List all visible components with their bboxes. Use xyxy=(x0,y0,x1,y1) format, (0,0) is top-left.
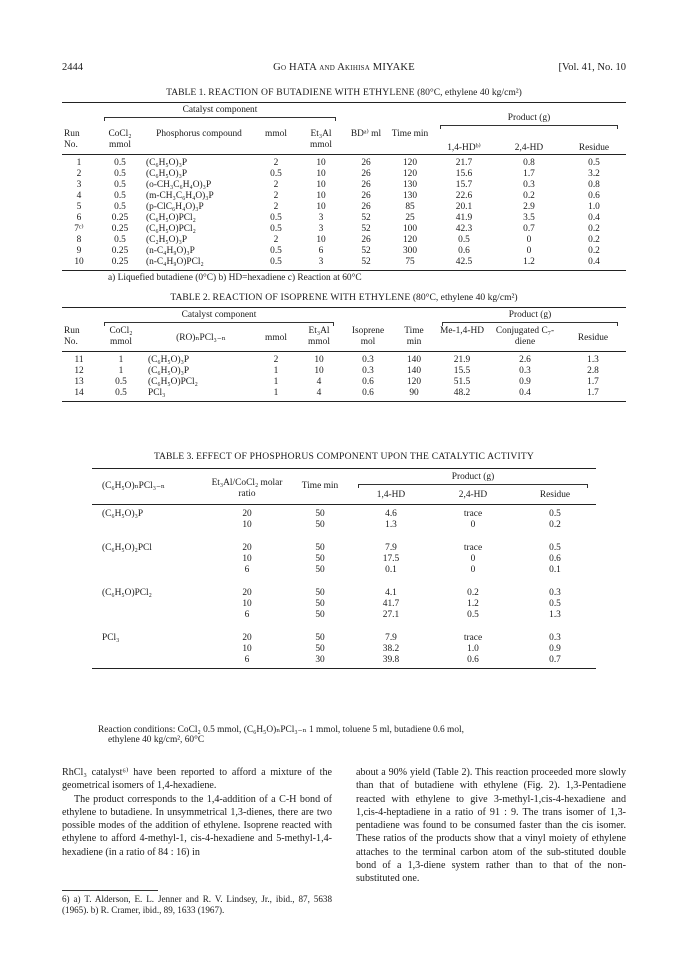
table3-cell-ratio: 6 xyxy=(244,565,250,575)
table1-title: REACTION OF BUTADIENE WITH ETHYLENE xyxy=(208,87,415,98)
table2-cell-isoprene: 0.6 xyxy=(362,377,374,387)
table2-col-et3al: Et₃Al mmol xyxy=(308,326,330,347)
table2-col-me14hd: Me-1,4-HD xyxy=(439,326,484,336)
table1 xyxy=(62,102,626,271)
table3-cell-ratio: 6 xyxy=(244,610,250,620)
table1-cell-et3al: 10 xyxy=(316,180,326,190)
table2-cell-isoprene: 0.3 xyxy=(362,366,374,376)
table1-cell-mmol: 2 xyxy=(273,180,279,190)
table1-cell-bd: 26 xyxy=(361,235,371,245)
running-header xyxy=(62,62,626,76)
table2-cell-mmol: 1 xyxy=(273,377,279,387)
table3-cell-time: 50 xyxy=(315,565,325,575)
table1-cell-time: 130 xyxy=(402,180,418,190)
table1-cell-24hd: 0.2 xyxy=(523,191,535,201)
table1-cell-14hd: 15.6 xyxy=(455,169,473,179)
table3-cell-time: 50 xyxy=(315,633,325,643)
table-row xyxy=(62,191,626,202)
table3-cell-24hd: 1.2 xyxy=(467,599,479,609)
table1-cell-cocl2: 0.25 xyxy=(111,246,129,256)
table1-col-time: Time min xyxy=(391,129,429,139)
table1-cell-cocl2: 0.25 xyxy=(111,257,129,267)
table2-caption xyxy=(62,292,626,303)
table2-col-ro-pcl: (RO)ₙPCl₃₋ₙ xyxy=(176,333,226,343)
table1-cell-residue: 0.2 xyxy=(588,224,600,234)
table-row xyxy=(92,610,596,621)
table1-col-phosphorus: Phosphorus compound xyxy=(156,129,242,139)
table1-cell-bd: 52 xyxy=(361,213,371,223)
table1-cell-24hd: 0 xyxy=(526,235,532,245)
table1-cell-14hd: 42.3 xyxy=(455,224,473,234)
table2-cell-residue: 2.8 xyxy=(587,366,599,376)
table3-cell-time: 50 xyxy=(315,509,325,519)
table1-cell-phosphorus: (C₆H₅O)₃P xyxy=(146,158,188,168)
table3-footnote-line2: ethylene 40 kg/cm², 60°C xyxy=(108,735,205,745)
table2-col-run: Run No. xyxy=(64,326,80,347)
table1-col-bd: BDᵃ⁾ ml xyxy=(350,129,382,139)
table1-cell-24hd: 0 xyxy=(526,246,532,256)
table1-col-residue: Residue xyxy=(578,143,610,153)
table3-cell-residue: 0.6 xyxy=(549,554,561,564)
table3-col-time: Time min xyxy=(301,481,339,491)
table-row xyxy=(92,599,596,610)
table1-col-mmol: mmol xyxy=(265,129,287,139)
table1-cell-time: 300 xyxy=(402,246,418,256)
table-row xyxy=(92,531,596,554)
table1-cell-residue: 0.6 xyxy=(588,191,600,201)
table2-catalyst-group: Catalyst component xyxy=(181,310,257,320)
table2-grid xyxy=(62,307,626,402)
table2-cell-time: 140 xyxy=(406,366,422,376)
table1-cell-et3al: 6 xyxy=(318,246,324,256)
table2-cell-residue: 1.7 xyxy=(587,377,599,387)
table1-cell-residue: 3.2 xyxy=(588,169,600,179)
table-row xyxy=(92,576,596,599)
table3-cell-compound xyxy=(92,599,204,610)
table2-cell-cocl2: 1 xyxy=(118,366,124,376)
table1-cell-run: 1 xyxy=(76,158,82,168)
table1-cell-et3al: 10 xyxy=(316,202,326,212)
table2-cell-conjugated: 2.6 xyxy=(519,355,531,365)
table1-cell-phosphorus: (o-CH₃C₆H₄O)₃P xyxy=(146,180,212,190)
table3-cell-residue: 0.5 xyxy=(549,599,561,609)
table3-cell-14hd: 0.1 xyxy=(385,565,397,575)
table1-col-14hd: 1,4-HDᵇ⁾ xyxy=(447,143,481,153)
table1-cell-run: 5 xyxy=(76,202,82,212)
table3-grid xyxy=(92,468,596,669)
table1-cell-residue: 1.0 xyxy=(588,202,600,212)
table1-cell-et3al: 10 xyxy=(316,235,326,245)
table1-cell-phosphorus: (C₆H₅O)PCl₂ xyxy=(146,224,196,234)
table3-cell-ratio: 10 xyxy=(242,644,252,654)
table-row xyxy=(62,366,626,377)
table2-cell-isoprene: 0.3 xyxy=(362,355,374,365)
table1-cell-mmol: 2 xyxy=(273,235,279,245)
table3-label: TABLE 3. xyxy=(153,451,194,462)
table1-cell-phosphorus: (C₆H₅O)₃P xyxy=(146,169,188,179)
table3-cell-residue: 0.1 xyxy=(549,565,561,575)
table3-cell-residue: 0.3 xyxy=(549,588,561,598)
table3-cell-14hd: 39.8 xyxy=(382,655,400,665)
table1-col-et3al: Et₃Al mmol xyxy=(310,129,332,150)
table1-cell-residue: 0.2 xyxy=(588,235,600,245)
table2-cell-ro-pcl: (C₆H₅O)₃P xyxy=(148,366,190,376)
table2-cell-mmol: 1 xyxy=(273,366,279,376)
table1-cell-time: 25 xyxy=(405,213,415,223)
table1-footnote: a) Liquefied butadiene (0°C) b) HD=hexadiene c) Reaction at 60°C xyxy=(108,273,362,283)
table3-cell-compound xyxy=(92,565,204,576)
table1-cell-run: 8 xyxy=(76,235,82,245)
table1-cell-24hd: 3.5 xyxy=(523,213,535,223)
table3-cell-residue: 0.2 xyxy=(549,520,561,530)
table3-cell-24hd: 0.2 xyxy=(467,588,479,598)
table1-cell-residue: 0.5 xyxy=(588,158,600,168)
table3-cell-ratio: 10 xyxy=(242,554,252,564)
table3-cell-time: 50 xyxy=(315,599,325,609)
table3-cell-compound: PCl₃ xyxy=(102,633,120,643)
table1-cell-cocl2: 0.5 xyxy=(114,202,126,212)
table1-cell-bd: 26 xyxy=(361,169,371,179)
table2-cell-cocl2: 0.5 xyxy=(115,388,127,398)
table2-cell-conjugated: 0.3 xyxy=(519,366,531,376)
table3-title: EFFECT OF PHOSPHORUS COMPONENT UPON THE CATALYTIC ACTIVITY xyxy=(196,451,535,462)
table1-cell-phosphorus: (m-CH₃C₆H₄O)₃P xyxy=(146,191,214,201)
table1-cell-phosphorus: (C₆H₅O)PCl₂ xyxy=(146,213,196,223)
table1-cell-bd: 26 xyxy=(361,191,371,201)
table1-cell-bd: 52 xyxy=(361,246,371,256)
table3-cell-24hd: 0.6 xyxy=(467,655,479,665)
table-row xyxy=(62,352,626,367)
table2-cell-isoprene: 0.6 xyxy=(362,388,374,398)
table1-cell-bd: 26 xyxy=(361,202,371,212)
table3-cell-14hd: 1.3 xyxy=(385,520,397,530)
table1-cell-bd: 26 xyxy=(361,180,371,190)
table1-cell-residue: 0.4 xyxy=(588,213,600,223)
table2-col-cocl2: CoCl₂ mmol xyxy=(109,326,133,347)
table-row xyxy=(92,554,596,565)
table1-cell-residue: 0.2 xyxy=(588,246,600,256)
table1-conditions: (80°C, ethylene 40 kg/cm²) xyxy=(417,87,522,98)
table1-cell-bd: 26 xyxy=(361,158,371,168)
table2-col-residue: Residue xyxy=(577,333,609,343)
table3-cell-24hd: trace xyxy=(463,509,483,519)
table1-cell-24hd: 0.3 xyxy=(523,180,535,190)
table2-cell-time: 120 xyxy=(406,377,422,387)
table3-cell-24hd: 0 xyxy=(470,565,476,575)
table-row xyxy=(62,257,626,271)
table1-cell-time: 100 xyxy=(402,224,418,234)
table2-cell-mmol: 1 xyxy=(273,388,279,398)
table3-cell-compound: (C₆H₅O)PCl₂ xyxy=(102,588,152,598)
table1-cell-cocl2: 0.5 xyxy=(114,169,126,179)
body-left-column xyxy=(62,766,332,859)
table2-product-group: Product (g) xyxy=(508,310,552,320)
table2-cell-time: 90 xyxy=(409,388,419,398)
table1-cell-run: 4 xyxy=(76,191,82,201)
table3-cell-24hd: 0 xyxy=(470,554,476,564)
table1-cell-mmol: 0.5 xyxy=(270,224,282,234)
table-row xyxy=(62,224,626,235)
table1-cell-time: 85 xyxy=(405,202,415,212)
table1-grid xyxy=(62,102,626,271)
table3-cell-time: 50 xyxy=(315,543,325,553)
table1-cell-run: 3 xyxy=(76,180,82,190)
table2-cell-run: 13 xyxy=(74,377,84,387)
table3-cell-14hd: 4.6 xyxy=(385,509,397,519)
table2-col-mmol: mmol xyxy=(265,333,287,343)
table3-cell-14hd: 41.7 xyxy=(382,599,400,609)
table1-cell-14hd: 22.6 xyxy=(455,191,473,201)
table1-cell-et3al: 3 xyxy=(318,213,324,223)
table1-cell-24hd: 0.7 xyxy=(523,224,535,234)
table3-cell-compound xyxy=(92,644,204,655)
table-row xyxy=(62,235,626,246)
table2-cell-me14hd: 21.9 xyxy=(453,355,471,365)
table3-cell-14hd: 17.5 xyxy=(382,554,400,564)
table-row xyxy=(92,621,596,644)
table1-cell-et3al: 10 xyxy=(316,158,326,168)
table3-cell-14hd: 7.9 xyxy=(385,543,397,553)
table3-cell-ratio: 20 xyxy=(242,543,252,553)
table3-footnote xyxy=(98,724,618,745)
table1-cell-24hd: 1.2 xyxy=(523,257,535,267)
table3-cell-24hd: trace xyxy=(463,633,483,643)
table3-cell-time: 30 xyxy=(315,655,325,665)
table1-cell-bd: 52 xyxy=(361,257,371,267)
table1-cell-run: 7ᶜ⁾ xyxy=(74,224,84,234)
table1-cell-run: 9 xyxy=(76,246,82,256)
table1-cell-phosphorus: (p-ClC₆H₄O)₃P xyxy=(146,202,204,212)
table3-cell-compound xyxy=(92,554,204,565)
table2-label: TABLE 2. xyxy=(170,292,211,303)
table2-cell-run: 12 xyxy=(74,366,84,376)
table1-cell-time: 120 xyxy=(402,235,418,245)
table1-cell-14hd: 15.7 xyxy=(455,180,473,190)
table2-cell-residue: 1.7 xyxy=(587,388,599,398)
table1-cell-phosphorus: (C₂H₅O)₃P xyxy=(146,235,188,245)
table1-cell-mmol: 0.5 xyxy=(270,257,282,267)
table1-cell-run: 2 xyxy=(76,169,82,179)
table1-cell-run: 6 xyxy=(76,213,82,223)
table3-cell-residue: 0.5 xyxy=(549,509,561,519)
table2-cell-me14hd: 51.5 xyxy=(453,377,471,387)
table1-cell-cocl2: 0.25 xyxy=(111,224,129,234)
table1-cell-time: 120 xyxy=(402,169,418,179)
table1-cell-et3al: 3 xyxy=(318,224,324,234)
table3-cell-14hd: 27.1 xyxy=(382,610,400,620)
table1-cell-phosphorus: (n-C₄H₉O)₃P xyxy=(146,246,195,256)
table-row xyxy=(62,213,626,224)
table3-cell-time: 50 xyxy=(315,554,325,564)
volume-info: [Vol. 41, No. 10 xyxy=(558,62,626,73)
table1-col-run: Run No. xyxy=(64,129,80,150)
table1-cell-residue: 0.8 xyxy=(588,180,600,190)
table1-cell-24hd: 2.9 xyxy=(523,202,535,212)
table1-cell-cocl2: 0.5 xyxy=(114,180,126,190)
table2-cell-et3al: 10 xyxy=(314,366,324,376)
table-row xyxy=(62,377,626,388)
table2-cell-cocl2: 1 xyxy=(118,355,124,365)
table1-cell-et3al: 10 xyxy=(316,169,326,179)
table2-conditions: (80°C, ethylene 40 kg/cm²) xyxy=(412,292,518,303)
table3-cell-24hd: 0.5 xyxy=(467,610,479,620)
table1-cell-24hd: 0.8 xyxy=(523,158,535,168)
table1-cell-et3al: 3 xyxy=(318,257,324,267)
table1-cell-residue: 0.4 xyxy=(588,257,600,267)
table3-cell-residue: 0.7 xyxy=(549,655,561,665)
table3-col-compound: (C₆H₅O)ₙPCl₃₋ₙ xyxy=(102,481,165,491)
table-row xyxy=(92,520,596,531)
table2-cell-me14hd: 15.5 xyxy=(453,366,471,376)
table1-cell-mmol: 2 xyxy=(273,191,279,201)
table-row xyxy=(62,246,626,257)
table2-title: REACTION OF ISOPRENE WITH ETHYLENE xyxy=(212,292,411,303)
table2-cell-conjugated: 0.4 xyxy=(519,388,531,398)
table2-cell-ro-pcl: (C₆H₅O)₃P xyxy=(148,355,190,365)
table-row xyxy=(92,644,596,655)
table3-cell-compound xyxy=(92,610,204,621)
table3-cell-ratio: 6 xyxy=(244,655,250,665)
table3-cell-14hd: 7.9 xyxy=(385,633,397,643)
table2-cell-et3al: 4 xyxy=(316,377,322,387)
table1-cell-et3al: 10 xyxy=(316,191,326,201)
table3-cell-ratio: 10 xyxy=(242,599,252,609)
table1-caption xyxy=(62,87,626,98)
table3-cell-14hd: 38.2 xyxy=(382,644,400,654)
table3-cell-residue: 1.3 xyxy=(549,610,561,620)
table3-col-24hd: 2,4-HD xyxy=(458,490,488,500)
table1-cell-14hd: 0.5 xyxy=(458,235,470,245)
table-row xyxy=(62,169,626,180)
table-row xyxy=(92,655,596,669)
table1-cell-cocl2: 0.5 xyxy=(114,191,126,201)
table2-cell-me14hd: 48.2 xyxy=(453,388,471,398)
table2-cell-time: 140 xyxy=(406,355,422,365)
table1-cell-mmol: 2 xyxy=(273,202,279,212)
table2-cell-run: 11 xyxy=(74,355,84,365)
table1-cell-24hd: 1.7 xyxy=(523,169,535,179)
table3-caption xyxy=(62,451,626,462)
table3-col-ratio: Et₃Al/CoCl₂ molar ratio xyxy=(211,477,283,499)
table1-cell-cocl2: 0.5 xyxy=(114,235,126,245)
body-right-column xyxy=(356,766,626,886)
table3-col-14hd: 1,4-HD xyxy=(376,490,406,500)
table3-cell-ratio: 20 xyxy=(242,588,252,598)
table1-cell-14hd: 21.7 xyxy=(455,158,473,168)
table1-cell-bd: 52 xyxy=(361,224,371,234)
table2-cell-ro-pcl: (C₆H₅O)PCl₂ xyxy=(148,377,198,387)
table-row xyxy=(92,565,596,576)
body-footnote: 6) a) T. Alderson, E. L. Jenner and R. V. Lindsey, Jr., ibid., 87, 5638 (1965). b) R. Cramer, ibid., 89, 1633 (1967). xyxy=(62,894,332,915)
table-row xyxy=(62,202,626,213)
table3-cell-compound: (C₆H₅O)₃P xyxy=(102,509,144,519)
table1-product-group: Product (g) xyxy=(507,113,551,123)
table-row xyxy=(62,180,626,191)
table3-cell-compound xyxy=(92,520,204,531)
table2-cell-residue: 1.3 xyxy=(587,355,599,365)
table3-col-residue: Residue xyxy=(539,490,571,500)
table3-cell-ratio: 10 xyxy=(242,520,252,530)
table1-cell-14hd: 0.6 xyxy=(458,246,470,256)
table1-col-cocl2: CoCl₂ mmol xyxy=(108,129,132,150)
table1-cell-run: 10 xyxy=(74,257,84,267)
table3-cell-compound: (C₆H₅O)₂PCl xyxy=(102,543,152,553)
table1-cell-cocl2: 0.5 xyxy=(114,158,126,168)
table2-cell-et3al: 4 xyxy=(316,388,322,398)
table3-footnote-line1: Reaction conditions: CoCl₂ 0.5 mmol, (C₆H₅O)ₙPCl₃₋ₙ 1 mmol, toluene 5 ml, butadiene 0.6 mol, xyxy=(98,725,464,735)
footnote-rule xyxy=(62,890,158,891)
table2-cell-run: 14 xyxy=(74,388,84,398)
table3-cell-residue: 0.9 xyxy=(549,644,561,654)
table1-cell-14hd: 42.5 xyxy=(455,257,473,267)
table2-cell-et3al: 10 xyxy=(314,355,324,365)
table-row xyxy=(62,388,626,402)
table2-cell-conjugated: 0.9 xyxy=(519,377,531,387)
table3 xyxy=(92,468,596,669)
table3-cell-24hd: trace xyxy=(463,543,483,553)
table1-cell-time: 75 xyxy=(405,257,415,267)
table3-cell-time: 50 xyxy=(315,520,325,530)
body-left-paragraph-2: The product corresponds to the 1,4-addition of a C-H bond of ethylene to butadiene. In unsymmetrical 1,3-dienes, there are two possible modes of the addition of ethylene. Isoprene reacted with ethylene to afford 4-methyl-1, cis-4-hexadiene and 5-methyl-1,4-hexadiene (in a ratio of 84 : 16) in xyxy=(62,793,332,858)
table1-cell-time: 130 xyxy=(402,191,418,201)
body-right-paragraph-1: about a 90% yield (Table 2). This reaction proceeded more slowly than that of butadiene with ethylene (Fig. 2). 1,3-Pentadiene reacted with ethylene to give 3-methyl-1,cis-4-hexadiene and 1,cis-4-heptadiene in a ratio of 91 : 9. The trans isomer of 1,3-pentadiene was found to be consumed faster than the cis isomer. These ratios of the products show that a vinyl moiety of ethylene attaches to the terminal carbon atom of the sub-stituted double bond of a 1,3-diene system rather than to that of the non-substituted one. xyxy=(356,767,626,885)
table1-col-24hd: 2,4-HD xyxy=(514,143,544,153)
table1-cell-14hd: 20.1 xyxy=(455,202,473,212)
table3-cell-ratio: 20 xyxy=(242,633,252,643)
table1-cell-time: 120 xyxy=(402,158,418,168)
table1-cell-mmol: 0.5 xyxy=(270,246,282,256)
table3-cell-time: 50 xyxy=(315,610,325,620)
table1-cell-mmol: 0.5 xyxy=(270,213,282,223)
table3-cell-time: 50 xyxy=(315,644,325,654)
table3-cell-time: 50 xyxy=(315,588,325,598)
table3-product-group: Product (g) xyxy=(451,472,495,482)
table3-cell-24hd: 1.0 xyxy=(467,644,479,654)
table2-col-time: Time min xyxy=(404,326,424,347)
table3-cell-residue: 0.5 xyxy=(549,543,561,553)
table3-cell-residue: 0.3 xyxy=(549,633,561,643)
table2-col-isoprene: Isoprene mol xyxy=(351,326,385,347)
body-left-paragraph-1: RhCl₃ catalyst⁶⁾ have been reported to afford a mixture of the geometrical isomers of 1,4-hexadiene. xyxy=(62,767,332,792)
table-row xyxy=(62,155,626,170)
table3-cell-compound xyxy=(92,655,204,669)
table1-cell-cocl2: 0.25 xyxy=(111,213,129,223)
table-row xyxy=(92,505,596,521)
table1-catalyst-group: Catalyst component xyxy=(182,105,258,115)
author-line: Go HATA and Akihisa MIYAKE xyxy=(273,62,415,73)
table2-cell-mmol: 2 xyxy=(273,355,279,365)
page-number: 2444 xyxy=(62,62,83,73)
table1-label: TABLE 1. xyxy=(166,87,206,98)
table3-cell-14hd: 4.1 xyxy=(385,588,397,598)
table1-cell-14hd: 41.9 xyxy=(455,213,473,223)
table2-cell-ro-pcl: PCl₃ xyxy=(148,388,166,398)
table3-cell-ratio: 20 xyxy=(242,509,252,519)
table2-cell-cocl2: 0.5 xyxy=(115,377,127,387)
table2-col-conjugated: Conjugated C₇-diene xyxy=(495,326,555,347)
table3-cell-24hd: 0 xyxy=(470,520,476,530)
table1-cell-mmol: 2 xyxy=(273,158,279,168)
table1-cell-phosphorus: (n-C₄H₉O)PCl₂ xyxy=(146,257,204,267)
table1-cell-mmol: 0.5 xyxy=(270,169,282,179)
table2 xyxy=(62,307,626,402)
